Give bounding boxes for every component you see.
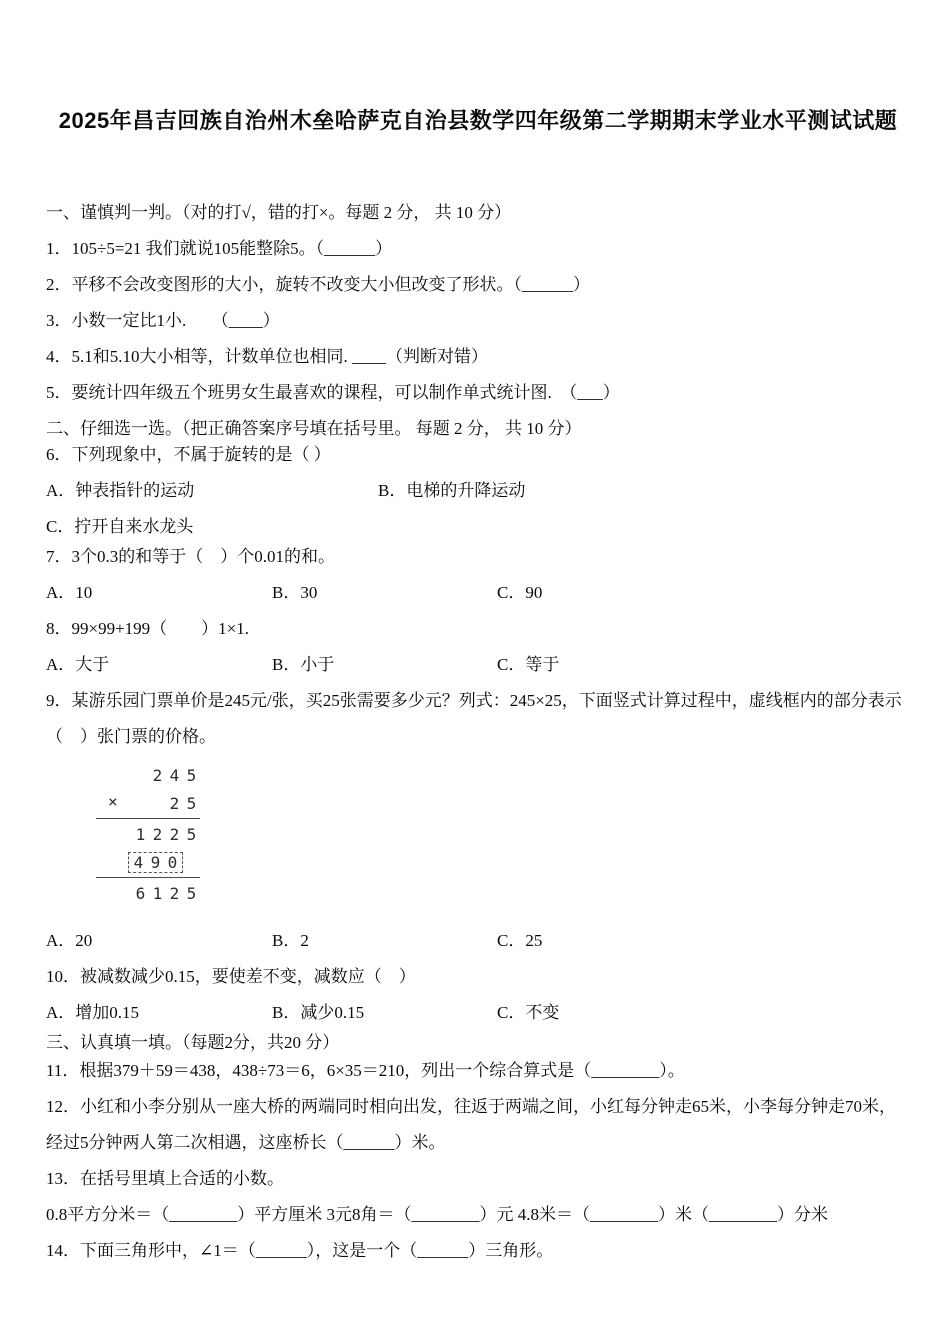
question-12-line-1: 12．小红和小李分别从一座大桥的两端同时相向出发，往返于两端之间，小红每分钟走65米，小李每分钟走70米， <box>46 1097 896 1116</box>
question-6: 6．下列现象中，不属于旋转的是（ ） <box>46 445 331 464</box>
question-1: 1．105÷5=21 我们就说105能整除5。（______） <box>46 239 393 258</box>
mult-rule-2 <box>96 877 200 878</box>
question-2: 2．平移不会改变图形的大小，旋转不改变大小但改变了形状。（______） <box>46 275 590 294</box>
option-7-c: C．90 <box>497 583 543 602</box>
option-7-a: A．10 <box>46 583 93 602</box>
mult-digit: 4 <box>133 852 144 872</box>
question-7: 7．3个0.3的和等于（ ）个0.01的和。 <box>46 547 335 566</box>
mult-digit: 9 <box>150 852 161 872</box>
option-8-b: B．小于 <box>272 655 335 674</box>
question-4: 4．5.1和5.10大小相等，计数单位也相同. ____（判断对错） <box>46 347 488 366</box>
question-9-line-1: 9．某游乐园门票单价是245元/张，买25张需要多少元？列式：245×25，下面竖式计算过程中，虚线框内的部分表示 <box>46 691 902 710</box>
mult-digit: 2 <box>169 793 180 813</box>
question-3: 3．小数一定比1小. （____） <box>46 311 280 330</box>
option-7-b: B．30 <box>272 583 318 602</box>
question-9-options-row <box>46 929 910 953</box>
question-8-options-row <box>46 653 910 677</box>
question-14: 14．下面三角形中，∠1＝（______），这是一个（______）三角形。 <box>46 1241 554 1260</box>
mult-digit: 2 <box>169 883 180 903</box>
option-6-c: C．拧开自来水龙头 <box>46 517 194 536</box>
question-7-options-row <box>46 581 910 605</box>
question-13-line-2: 0.8平方分米＝（________）平方厘米 3元8角＝（________）元 4.8米＝（________）米（________）分米 <box>46 1205 828 1224</box>
option-10-b: B．减少0.15 <box>272 1003 365 1022</box>
page-title: 2025年昌吉回族自治州木垒哈萨克自治县数学四年级第二学期期末学业水平测试试题 <box>58 108 898 133</box>
mult-rule-1 <box>96 818 200 819</box>
mult-multiplicand-row <box>96 761 200 789</box>
mult-digit: 2 <box>152 824 163 844</box>
question-13-line-1: 13．在括号里填上合适的小数。 <box>46 1169 284 1188</box>
mult-product-row <box>96 879 200 907</box>
option-9-b: B．2 <box>272 931 309 950</box>
question-12-line-2: 经过5分钟两人第二次相遇，这座桥长（______）米。 <box>46 1133 446 1152</box>
mult-partial-1-row <box>96 820 200 848</box>
option-8-c: C．等于 <box>497 655 560 674</box>
option-8-a: A．大于 <box>46 655 110 674</box>
mult-digit: 1 <box>135 824 146 844</box>
mult-digit: 5 <box>186 793 197 813</box>
mult-digit: 0 <box>167 852 178 872</box>
mult-digit: 2 <box>169 824 180 844</box>
question-9-line-2: （ ）张门票的价格。 <box>46 727 216 746</box>
question-6-options-row <box>46 479 910 503</box>
option-9-c: C．25 <box>497 931 543 950</box>
question-11: 11．根据379＋59＝438，438÷73＝6，6×35＝210，列出一个综合算式是（________）。 <box>46 1061 685 1080</box>
question-10: 10．被减数减少0.15，要使差不变，减数应（ ） <box>46 967 416 986</box>
mult-digit: 2 <box>152 765 163 785</box>
option-6-a: A．钟表指针的运动 <box>46 481 195 500</box>
section-1-heading: 一、谨慎判一判。（对的打√，错的打×。每题 2 分， 共 10 分） <box>46 203 512 222</box>
section-2-heading: 二、仔细选一选。（把正确答案序号填在括号里。 每题 2 分， 共 10 分） <box>46 419 582 438</box>
mult-digit: 5 <box>186 883 197 903</box>
mult-partial-2-row <box>96 848 200 876</box>
option-9-a: A．20 <box>46 931 93 950</box>
mult-multiplier-row <box>96 789 200 817</box>
mult-digit: 5 <box>186 824 197 844</box>
option-6-b: B．电梯的升降运动 <box>378 481 526 500</box>
option-10-c: C．不变 <box>497 1003 560 1022</box>
mult-digit: 5 <box>186 765 197 785</box>
mult-digit: 4 <box>169 765 180 785</box>
multiply-sign: × <box>108 792 118 811</box>
question-5: 5．要统计四年级五个班男女生最喜欢的课程，可以制作单式统计图. （___） <box>46 383 620 402</box>
mult-digit: 1 <box>152 883 163 903</box>
question-10-options-row <box>46 1001 910 1025</box>
option-10-a: A．增加0.15 <box>46 1003 140 1022</box>
mult-digit: 6 <box>135 883 146 903</box>
question-8: 8．99×99+199（ ）1×1. <box>46 619 250 638</box>
section-3-heading: 三、认真填一填。（每题2分，共20 分） <box>46 1033 340 1052</box>
long-multiplication-figure <box>96 761 200 907</box>
dashed-highlight-box <box>128 852 183 873</box>
